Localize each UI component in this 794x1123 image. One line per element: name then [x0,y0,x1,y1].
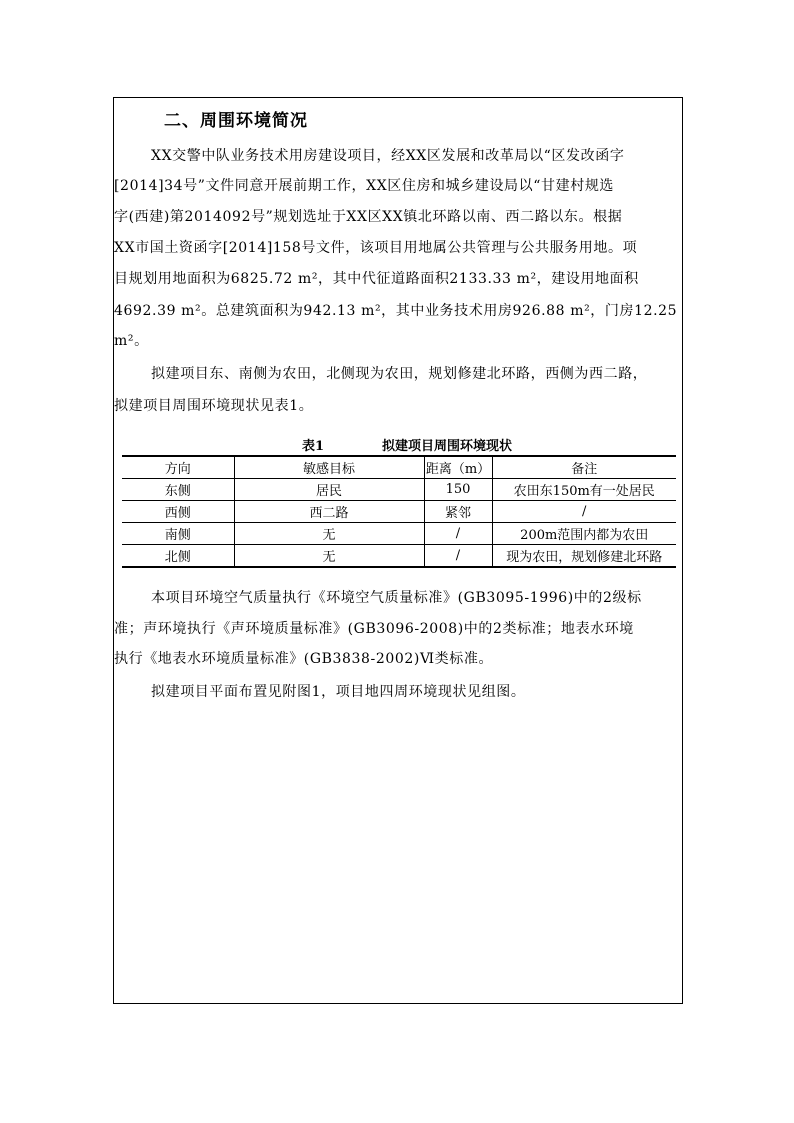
paragraph-3-line: 执行《地表水环境质量标准》(GB3838-2002)Ⅵ类标准。 [114,651,494,667]
paragraph-1-line: [2014]34号”文件同意开展前期工作，XX区住房和城乡建设局以“甘建村规选 [114,178,615,194]
table-row [122,523,676,545]
table-cell: / [424,523,492,545]
table-row [122,545,676,568]
table-header-cell: 敏感目标 [234,456,424,479]
table-cell: 北侧 [122,545,234,568]
document-frame [113,97,683,1004]
table-cell: / [492,501,676,523]
table-header-cell: 距离（m） [424,456,492,479]
paragraph-1-line: XX交警中队业务技术用房建设项目，经XX区发展和改革局以“区发改函字 [151,148,625,164]
table-header-cell: 方向 [122,456,234,479]
paragraph-1-line: 目规划用地面积为6825.72 m²，其中代征道路面积2133.33 m²，建设用地面积 [114,271,639,287]
table-caption-number: 表1 [302,439,325,454]
table-header-row [122,456,676,479]
table-row [122,501,676,523]
table-cell: 无 [234,523,424,545]
table-cell: 现为农田，规划修建北环路 [492,545,676,568]
table-cell: 无 [234,545,424,568]
paragraph-3-line: 准；声环境执行《声环境质量标准》(GB3096-2008)中的2类标准；地表水环境 [114,621,634,637]
table-cell: 150 [424,479,492,501]
table-cell: 西二路 [234,501,424,523]
table-row [122,479,676,501]
paragraph-1-line: m²。 [114,333,149,349]
table-header-cell: 备注 [492,456,676,479]
paragraph-1-line: 4692.39 m²。总建筑面积为942.13 m²，其中业务技术用房926.88 m²，门房12.25 [114,303,678,319]
table-cell: 南侧 [122,523,234,545]
section-heading: 二、周围环境简况 [164,111,308,131]
paragraph-3-line: 本项目环境空气质量执行《环境空气质量标准》(GB3095-1996)中的2级标 [151,590,642,606]
paragraph-1-line: 字(西建)第2014092号”规划选址于XX区XX镇北环路以南、西二路以东。根据 [114,209,623,225]
paragraph-2-line: 拟建项目周围环境现状见表1。 [114,398,314,414]
table-cell: / [424,545,492,568]
paragraph-4-line: 拟建项目平面布置见附图1，项目地四周环境现状见组图。 [151,684,526,700]
table-cell: 农田东150m有一处居民 [492,479,676,501]
table-cell: 西侧 [122,501,234,523]
paragraph-2-line: 拟建项目东、南侧为农田，北侧现为农田，规划修建北环路，西侧为西二路， [151,366,648,382]
environment-table [122,455,676,568]
table-caption-title: 拟建项目周围环境现状 [382,439,513,454]
paragraph-1-line: XX市国土资函字[2014]158号文件，该项目用地属公共管理与公共服务用地。项 [114,240,638,256]
table-cell: 200m范围内都为农田 [492,523,676,545]
table-cell: 居民 [234,479,424,501]
table-cell: 东侧 [122,479,234,501]
table-cell: 紧邻 [424,501,492,523]
